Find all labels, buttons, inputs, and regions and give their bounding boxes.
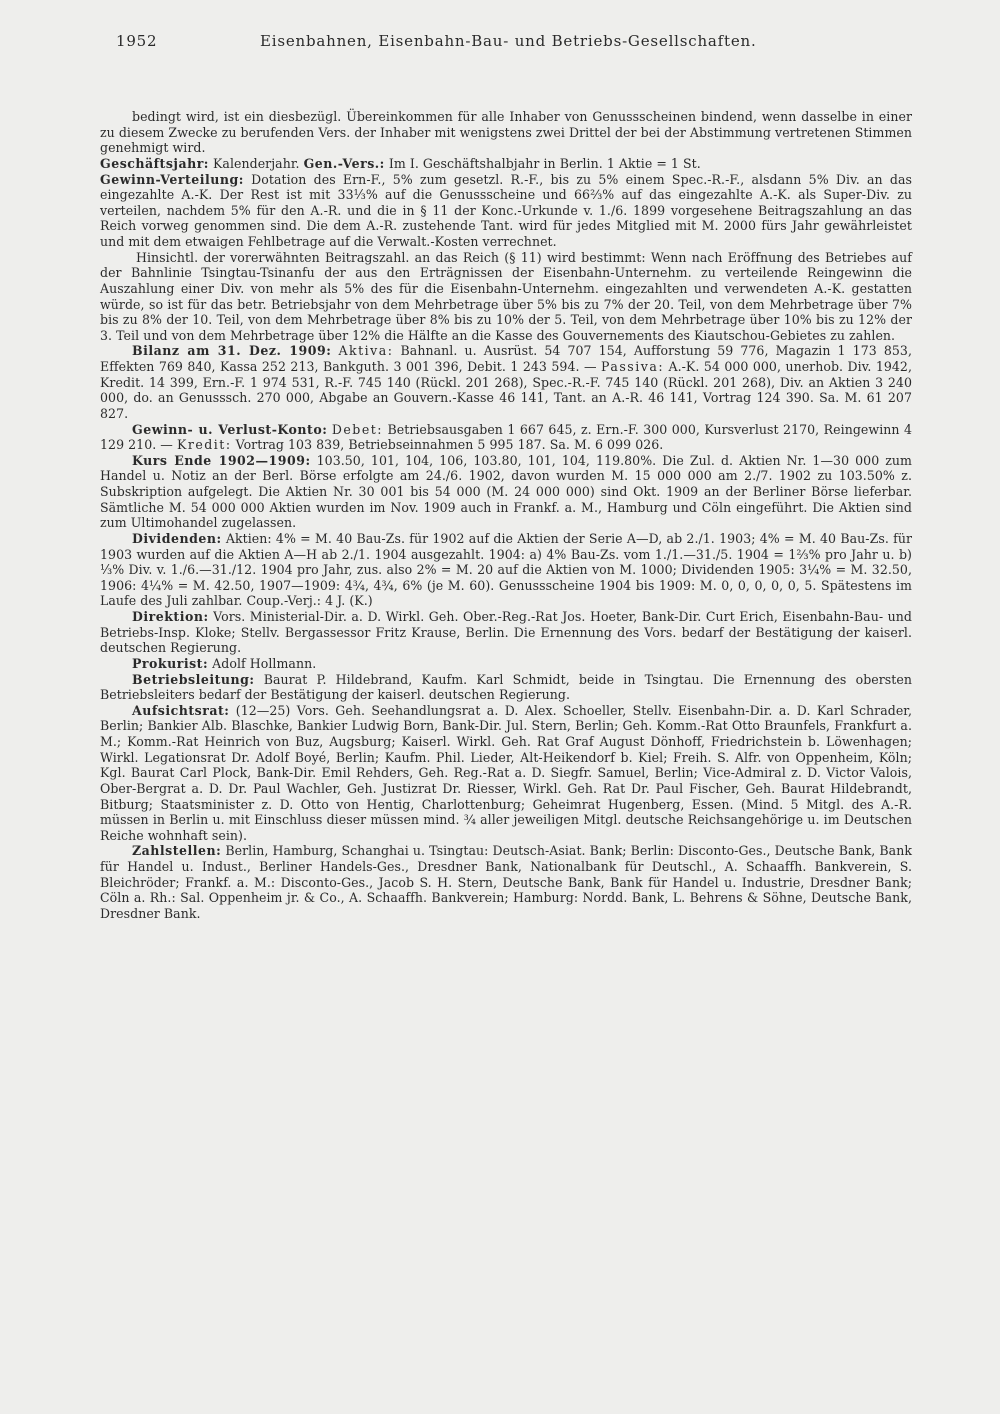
- gewinn-verteilung-text: Dotation des Ern-F., 5% zum gesetzl. R.-F., bis zu 5% einem Spec.-R.-F., alsdann 5% Div. an das eingezahlte A.-K. Der Rest ist mit 33⅓% auf die Genussscheine und 66⅔% auf das eingezahlte A.-K. als Super-Div. zu verteilen, nachdem 5% für den A.-R. und die in § 11 der Konc.-Urkunde v. 1./6. 1899 vorgesehene Beitragszahlung an das Reich vorweg genommen sind. Die dem A.-R. zustehende Tant. wird für jedes Mitglied mit M. 2000 fürs Jahr gewährleistet und mit dem etwaigen Fehlbetrage auf die Verwalt.-Kosten verrechnet.: [100, 171, 912, 249]
- zahlstellen-text: Berlin, Hamburg, Schanghai u. Tsingtau: Deutsch-Asiat. Bank; Berlin: Disconto-Ges., Deutsche Bank, Bank für Handel u. Indust., Berliner Handels-Ges., Dresdner Bank, Nationalbank für Deutschl., A. Schaaffh. Bankverein, S. Bleichröder; Frankf. a. M.: Disconto-Ges., Jacob S. H. Stern, Deutsche Bank, Bank für Handel u. Industrie, Dresdner Bank; Cöln a. Rh.: Sal. Oppenheim jr. & Co., A. Schaaffh. Bankverein; Hamburg: Nordd. Bank, L. Behrens & Söhne, Deutsche Bank, Dresdner Bank.: [100, 843, 912, 921]
- kredit-label: Kredit:: [176, 437, 232, 453]
- zahlstellen-label: Zahlstellen:: [132, 843, 222, 859]
- bilanz-label: Bilanz am 31. Dez. 1909:: [132, 343, 332, 359]
- bilanz-paragraph: [100, 343, 912, 421]
- prokurist-label: Prokurist:: [132, 655, 209, 671]
- genvers-text: Im I. Geschäftshalbjahr in Berlin. 1 Aktie = 1 St.: [384, 155, 701, 171]
- debet-label: Debet:: [331, 421, 384, 437]
- aufsichtsrat-text: (12—25) Vors. Geh. Seehandlungsrat a. D. Alex. Schoeller, Stellv. Eisenbahn-Dir. a. D. Karl Schrader, Berlin; Bankier Alb. Blaschke, Bankier Ludwig Born, Bank-Dir. Jul. Stern, Berlin; Geh. Komm.-Rat Otto Braunfels, Frankfurt a. M.; Komm.-Rat Heinrich von Buz, Augsburg; Kaiserl. Wirkl. Geh. Rat Graf August Dönhoff, Friedrichstein b. Löwenhagen; Wirkl. Legationsrat Dr. Adolf Boyé, Berlin; Kaufm. Phil. Lieder, Alt-Heikendorf b. Kiel; Freih. S. Alfr. von Oppenheim, Köln; Kgl. Baurat Carl Plock, Bank-Dir. Emil Rehders, Geh. Reg.-Rat a. D. Siegfr. Samuel, Berlin; Vice-Admiral z. D. Victor Valois, Ober-Bergrat a. D. Dr. Paul Wachler, Geh. Justizrat Dr. Riesser, Wirkl. Geh. Rat Dr. Paul Fischer, Geh. Baurat Hildebrandt, Bitburg; Staatsminister z. D. Otto von Hentig, Charlottenburg; Geheimrat Hugenberg, Essen. (Mind. 5 Mitgl. des A.-R. müssen in Berlin u. mit Einschluss dieser müssen mind. ¾ aller jeweiligen Mitgl. deutsche Reichsangehörige u. im Deutschen Reiche wohnhaft sein).: [100, 702, 912, 843]
- running-header: [100, 32, 912, 66]
- prokurist-text: Adolf Hollmann.: [208, 655, 317, 671]
- hinsichtl-paragraph: Hinsichtl. der vorerwähnten Beitragszahl. an das Reich (§ 11) wird bestimmt: Wenn nach Eröffnung des Betriebes auf der Bahnlinie Tsingtau-Tsinanfu der aus den Erträgnissen der Eisenbahn-Unternehm. zu verteilende Reingewinn die Auszahlung einer Div. von mehr als 5% des für die Eisenbahn-Unternehm. eingezahlten und verwendeten A.-K. gestatten würde, so ist für das betr. Betriebsjahr von dem Mehrbetrage über 5% bis zu 7% der 20. Teil, von dem Mehrbetrage über 7% bis zu 8% der 10. Teil, von dem Mehrbetrage über 8% bis zu 10% der 5. Teil, von dem Mehrbetrage über 10% bis zu 12% der 3. Teil und von dem Mehrbetrage über 12% die Hälfte an die Kasse des Gouvernements des Kiautschou-Gebietes zu zahlen.: [100, 249, 912, 343]
- aktiva-label: Aktiva:: [338, 343, 394, 359]
- gewinn-verteilung-label: Gewinn-Verteilung:: [100, 171, 244, 187]
- dividenden-paragraph: [100, 531, 912, 609]
- dividenden-label: Dividenden:: [132, 530, 222, 546]
- direktion-label: Direktion:: [132, 609, 209, 624]
- page-number: 1952: [116, 32, 158, 50]
- betriebsleitung-label: Betriebsleitung:: [132, 671, 255, 687]
- direktion-text: Vors. Ministerial-Dir. a. D. Wirkl. Geh. Ober.-Reg.-Rat Jos. Hoeter, Bank-Dir. Curt Erich, Eisenbahn-Bau- und Betriebs-Insp. Kloke; Stellv. Bergassessor Fritz Krause, Berlin. Die Ernennung des Vors. bedarf der Bestätigung der kaiserl. deutschen Regierung.: [100, 609, 912, 656]
- gewinn-konto-paragraph: [100, 422, 912, 453]
- kredit-text: Vortrag 103 839, Betriebseinnahmen 5 995 187. Sa. M. 6 099 026.: [231, 437, 664, 453]
- betriebsleitung-text: Baurat P. Hildebrand, Kaufm. Karl Schmidt, beide in Tsingtau. Die Ernennung des obersten Betriebsleiters bedarf der Bestätigung der kaiserl. deutschen Regierung.: [100, 671, 912, 703]
- intro-paragraph: bedingt wird, ist ein diesbezügl. Übereinkommen für alle Inhaber von Genussscheinen bindend, wenn dasselbe in einer zu diesem Zwecke zu berufenden Vers. der Inhaber mit wenigstens zwei Drittel der bei der Abstimmung vertretenen Stimmen genehmigt wird.: [100, 109, 912, 156]
- passiva-label: Passiva:: [601, 359, 665, 374]
- prokurist-paragraph: [100, 656, 912, 672]
- kurs-label: Kurs Ende 1902—1909:: [132, 452, 311, 468]
- article-body: [100, 109, 912, 922]
- kurs-paragraph: [100, 453, 912, 531]
- debet-text: Betriebsausgaben 1 667 645, z. Ern.-F. 300 000, Kursverlust 2170, Reingewinn 4 129 210. —: [100, 421, 913, 453]
- betriebsleitung-paragraph: [100, 672, 912, 703]
- geschaeftsjahr-label: Geschäftsjahr:: [100, 155, 209, 171]
- dividenden-text: Aktien: 4% = M. 40 Bau-Zs. für 1902 auf die Aktien der Serie A—D, ab 2./1. 1903; 4% = M. 40 Bau-Zs. für 1903 wurden auf die Aktien A—H ab 2./1. 1904 ausgezahlt. 1904: a) 4% Bau-Zs. vom 1./1.—31./5. 1904 = 1⅔% pro Jahr u. b) ⅓% Div. v. 1./6.—31./12. 1904 pro Jahr, zus. also 2% = M. 20 auf die Aktien von M. 1000; Dividenden 1905: 3¼% = M. 32.50, 1906: 4¼% = M. 42.50, 1907—1909: 4¾, 4¾, 6% (je M. 60). Genussscheine 1904 bis 1909: M. 0, 0, 0, 0, 0, 5. Spätestens im Laufe des Juli zahlbar. Coup.-Verj.: 4 J. (K.): [100, 530, 912, 609]
- aktiva-text: Bahnanl. u. Ausrüst. 54 707 154, Aufforstung 59 776, Magazin 1 173 853, Effekten 769 840, Kassa 252 213, Bankguth. 3 001 396, Debit. 1 243 594. —: [100, 343, 912, 374]
- genvers-label: Gen.-Vers.:: [303, 155, 385, 171]
- aufsichtsrat-paragraph: [100, 703, 912, 844]
- gewinn-konto-label: Gewinn- u. Verlust-Konto:: [132, 421, 328, 437]
- geschaeftsjahr-paragraph: [100, 156, 912, 172]
- kurs-text: 103.50, 101, 104, 106, 103.80, 101, 104, 119.80%. Die Zul. d. Aktien Nr. 1—30 000 zum Handel u. Notiz an der Berl. Börse erfolgte am 24./6. 1902, davon wurden M. 15 000 000 am 2./7. 1902 zu 103.50% z. Subskription aufgelegt. Die Aktien Nr. 30 001 bis 54 000 (M. 24 000 000) sind Okt. 1909 an der Berliner Börse lieferbar. Sämtliche M. 54 000 000 Aktien wurden im Nov. 1909 auch in Frankf. a. M., Hamburg und Cöln eingeführt. Die Aktien sind zum Ultimohandel zugelassen.: [100, 452, 913, 531]
- direktion-paragraph: [100, 609, 912, 656]
- aufsichtsrat-label: Aufsichtsrat:: [132, 702, 230, 718]
- running-title: Eisenbahnen, Eisenbahn-Bau- und Betriebs-Gesellschaften.: [260, 32, 757, 50]
- passiva-text: A.-K. 54 000 000, unerhob. Div. 1942, Kredit. 14 399, Ern.-F. 1 974 531, R.-F. 745 140 (Rückl. 201 268), Spec.-R.-F. 745 140 (Rückl. 201 268), Div. an Aktien 3 240 000, do. an Genusssch. 270 000, Abgabe an Gouvern.-Kasse 46 141, Tant. an A.-R. 46 141, Vortrag 124 390. Sa. M. 61 207 827.: [100, 359, 912, 421]
- zahlstellen-paragraph: [100, 843, 912, 921]
- geschaeftsjahr-text: Kalenderjahr.: [208, 155, 300, 171]
- gewinn-verteilung-paragraph: [100, 172, 912, 250]
